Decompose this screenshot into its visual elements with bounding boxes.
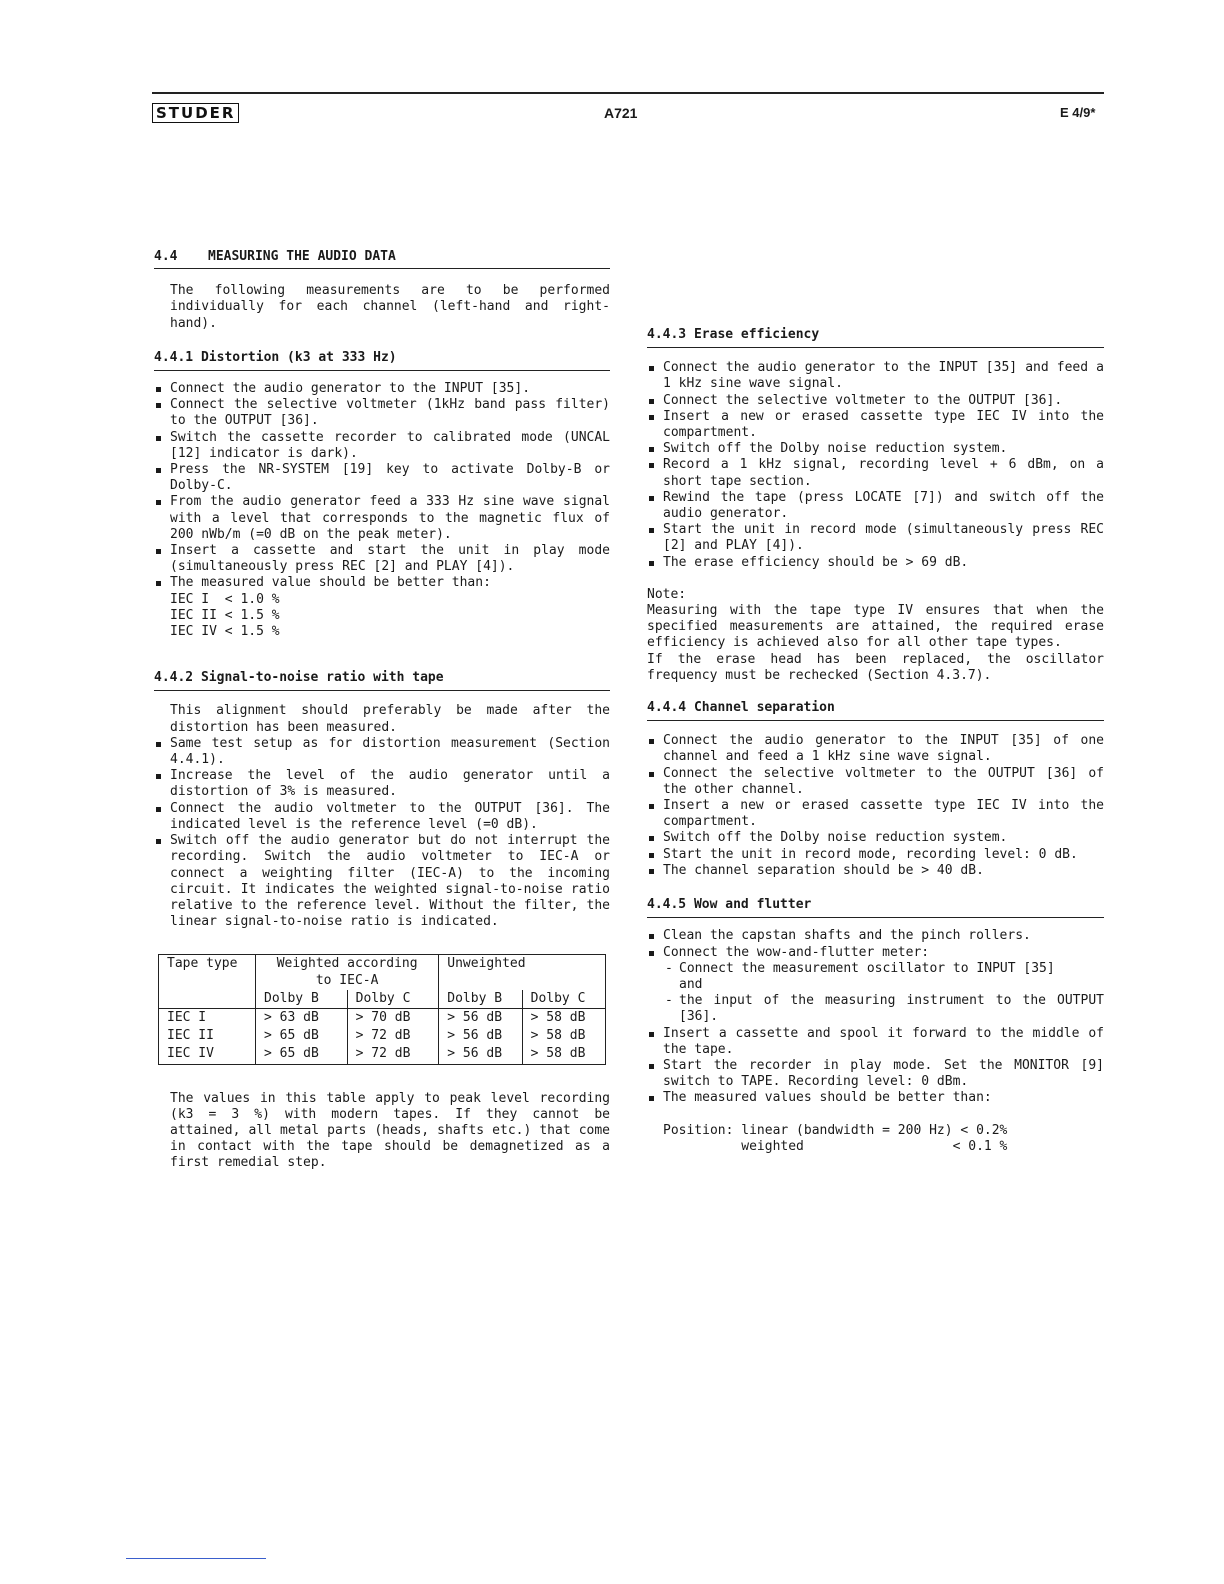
list-item: The channel separation should be > 40 dB. xyxy=(647,863,1104,879)
list-item: Insert a cassette and spool it forward to the middle of the tape. xyxy=(647,1026,1104,1058)
section-4-4-4-title: 4.4.4 Channel separation xyxy=(647,700,1104,721)
list-item: Connect the audio generator to the INPUT [35] and feed a 1 kHz sine wave signal. xyxy=(647,360,1104,392)
table-footnote: The values in this table apply to peak level recording (k3 = 3 %) with modern tapes. If they cannot be attained, all metal parts (heads, shafts etc.) that come in contact with the tape should be demagnetized as a first remedial step. xyxy=(170,1090,610,1171)
table-row xyxy=(159,1008,606,1027)
table-header-weighted: Weighted according to IEC-A xyxy=(256,955,439,990)
table-cell: > 58 dB xyxy=(522,1027,605,1045)
table-header-unweighted: Unweighted xyxy=(439,955,606,990)
list-item: Connect the audio generator to the INPUT [35]. xyxy=(154,381,610,397)
list-item: Start the unit in record mode, recording level: 0 dB. xyxy=(647,847,1104,863)
left-column xyxy=(154,249,610,1172)
footer-rule xyxy=(126,1558,266,1559)
list-item: Increase the level of the audio generator until a distortion of 3% is measured. xyxy=(154,768,610,800)
table-header-dolby-c: Dolby C xyxy=(347,990,439,1009)
table-cell: > 72 dB xyxy=(347,1027,439,1045)
section-4-4-3-title: 4.4.3 Erase efficiency xyxy=(647,327,1104,348)
page-number: E 4/9* xyxy=(1060,105,1096,120)
table-cell: > 65 dB xyxy=(256,1045,348,1064)
section-4-4-title: 4.4 MEASURING THE AUDIO DATA xyxy=(154,249,610,269)
table-cell: > 58 dB xyxy=(522,1045,605,1064)
brand-logo: STUDER xyxy=(152,104,239,122)
snr-steps xyxy=(154,736,610,930)
value-line: weighted < 0.1 % xyxy=(663,1138,1008,1154)
list-item: Start the recorder in play mode. Set the MONITOR [9] switch to TAPE. Recording level: 0 dBm. xyxy=(647,1058,1104,1090)
list-item: Insert a new or erased cassette type IEC IV into the compartment. xyxy=(647,798,1104,830)
distortion-values xyxy=(154,592,610,641)
erase-steps xyxy=(647,360,1104,571)
table-cell: > 56 dB xyxy=(439,1027,522,1045)
table-cell: > 63 dB xyxy=(256,1008,348,1027)
table-cell: > 70 dB xyxy=(347,1008,439,1027)
table-cell: > 72 dB xyxy=(347,1045,439,1064)
right-column xyxy=(647,327,1104,1155)
value-line: IEC I < 1.0 % xyxy=(170,591,280,607)
value-line: Position: linear (bandwidth = 200 Hz) < 0.2% xyxy=(663,1122,1008,1138)
wow-flutter-values xyxy=(647,1123,1104,1155)
value-line: IEC IV < 1.5 % xyxy=(170,624,280,640)
table-header-dolby-b: Dolby B xyxy=(439,990,522,1009)
list-item: Start the unit in record mode (simultaneously press REC [2] and PLAY [4]). xyxy=(647,522,1104,554)
list-item: From the audio generator feed a 333 Hz sine wave signal with a level that corresponds to the magnetic flux of 200 nWb/m (=0 dB on the peak meter). xyxy=(154,494,610,543)
table-header-dolby-b: Dolby B xyxy=(256,990,348,1009)
list-item: Insert a new or erased cassette type IEC IV into the compartment. xyxy=(647,409,1104,441)
list-item: Rewind the tape (press LOCATE [7]) and switch off the audio generator. xyxy=(647,490,1104,522)
table-header-tape-type: Tape type xyxy=(159,955,256,1009)
list-item: Switch off the audio generator but do not interrupt the recording. Switch the audio voltmeter to IEC-A or connect a weighting filter (IEC-A) to the incoming circuit. It indicates the weighted signal-to-noise ratio relative to the reference level. Without the filter, the linear signal-to-noise ratio is indicated. xyxy=(154,833,610,930)
list-item: Switch off the Dolby noise reduction system. xyxy=(647,830,1104,846)
list-item: Connect the audio voltmeter to the OUTPUT [36]. The indicated level is the reference level (=0 dB). xyxy=(154,801,610,833)
table-cell: > 56 dB xyxy=(439,1045,522,1064)
section-4-4-intro: The following measurements are to be performed individually for each channel (left-hand and right-hand). xyxy=(170,283,610,331)
list-item: Switch off the Dolby noise reduction system. xyxy=(647,441,1104,457)
wow-flutter-steps xyxy=(647,928,1104,1106)
list-item: Connect the wow-and-flutter meter: - Connect the measurement oscillator to INPUT [35] and - the input of the measuring instrument to the OUTPUT [36]. xyxy=(647,945,1104,1026)
list-item: Switch the cassette recorder to calibrated mode (UNCAL [12] indicator is dark). xyxy=(154,430,610,462)
table-cell: IEC IV xyxy=(159,1045,256,1064)
table-cell: > 58 dB xyxy=(522,1008,605,1027)
list-item: Connect the audio generator to the INPUT [35] of one channel and feed a 1 kHz sine wave signal. xyxy=(647,733,1104,765)
list-item: Connect the selective voltmeter (1kHz band pass filter) to the OUTPUT [36]. xyxy=(154,397,610,429)
list-item: Press the NR-SYSTEM [19] key to activate Dolby-B or Dolby-C. xyxy=(154,462,610,494)
list-item: Insert a cassette and start the unit in play mode (simultaneously press REC [2] and PLAY [4]). xyxy=(154,543,610,575)
sub-step: - Connect the measurement oscillator to INPUT [35] and xyxy=(663,961,1104,993)
list-item: Record a 1 kHz signal, recording level + 6 dBm, on a short tape section. xyxy=(647,457,1104,489)
list-item: Connect the selective voltmeter to the OUTPUT [36] of the other channel. xyxy=(647,766,1104,798)
table-header-dolby-c: Dolby C xyxy=(522,990,605,1009)
list-item: The measured values should be better than: xyxy=(647,1090,1104,1106)
list-item: Clean the capstan shafts and the pinch rollers. xyxy=(647,928,1104,944)
table-row xyxy=(159,1045,606,1064)
table-cell: > 65 dB xyxy=(256,1027,348,1045)
header-rule xyxy=(152,92,1104,94)
note-label: Note: xyxy=(647,586,687,602)
separation-steps xyxy=(647,733,1104,879)
model-number: A721 xyxy=(604,105,638,121)
list-item: Connect the selective voltmeter to the OUTPUT [36]. xyxy=(647,393,1104,409)
table-row xyxy=(159,1027,606,1045)
list-item: The measured value should be better than: xyxy=(154,575,610,591)
distortion-steps xyxy=(154,381,610,592)
note-text-2: If the erase head has been replaced, the oscillator frequency must be rechecked (Section 4.3.7). xyxy=(647,651,1104,683)
snr-table xyxy=(158,954,606,1064)
section-4-4-1-title: 4.4.1 Distortion (k3 at 333 Hz) xyxy=(154,350,610,371)
list-item: Same test setup as for distortion measurement (Section 4.4.1). xyxy=(154,736,610,768)
section-4-4-2-title: 4.4.2 Signal-to-noise ratio with tape xyxy=(154,670,610,691)
table-cell: IEC II xyxy=(159,1027,256,1045)
value-line: IEC II < 1.5 % xyxy=(170,607,280,623)
table-cell: IEC I xyxy=(159,1008,256,1027)
table-cell: > 56 dB xyxy=(439,1008,522,1027)
list-item: The erase efficiency should be > 69 dB. xyxy=(647,555,1104,571)
sub-step: - the input of the measuring instrument to the OUTPUT [36]. xyxy=(663,993,1104,1025)
section-4-4-2-intro: This alignment should preferably be made after the distortion has been measured. xyxy=(170,703,610,735)
section-4-4-5-title: 4.4.5 Wow and flutter xyxy=(647,897,1104,918)
note-text: Measuring with the tape type IV ensures that when the specified measurements are attained, the required erase efficiency is achieved also for all other tape types. xyxy=(647,603,1104,651)
